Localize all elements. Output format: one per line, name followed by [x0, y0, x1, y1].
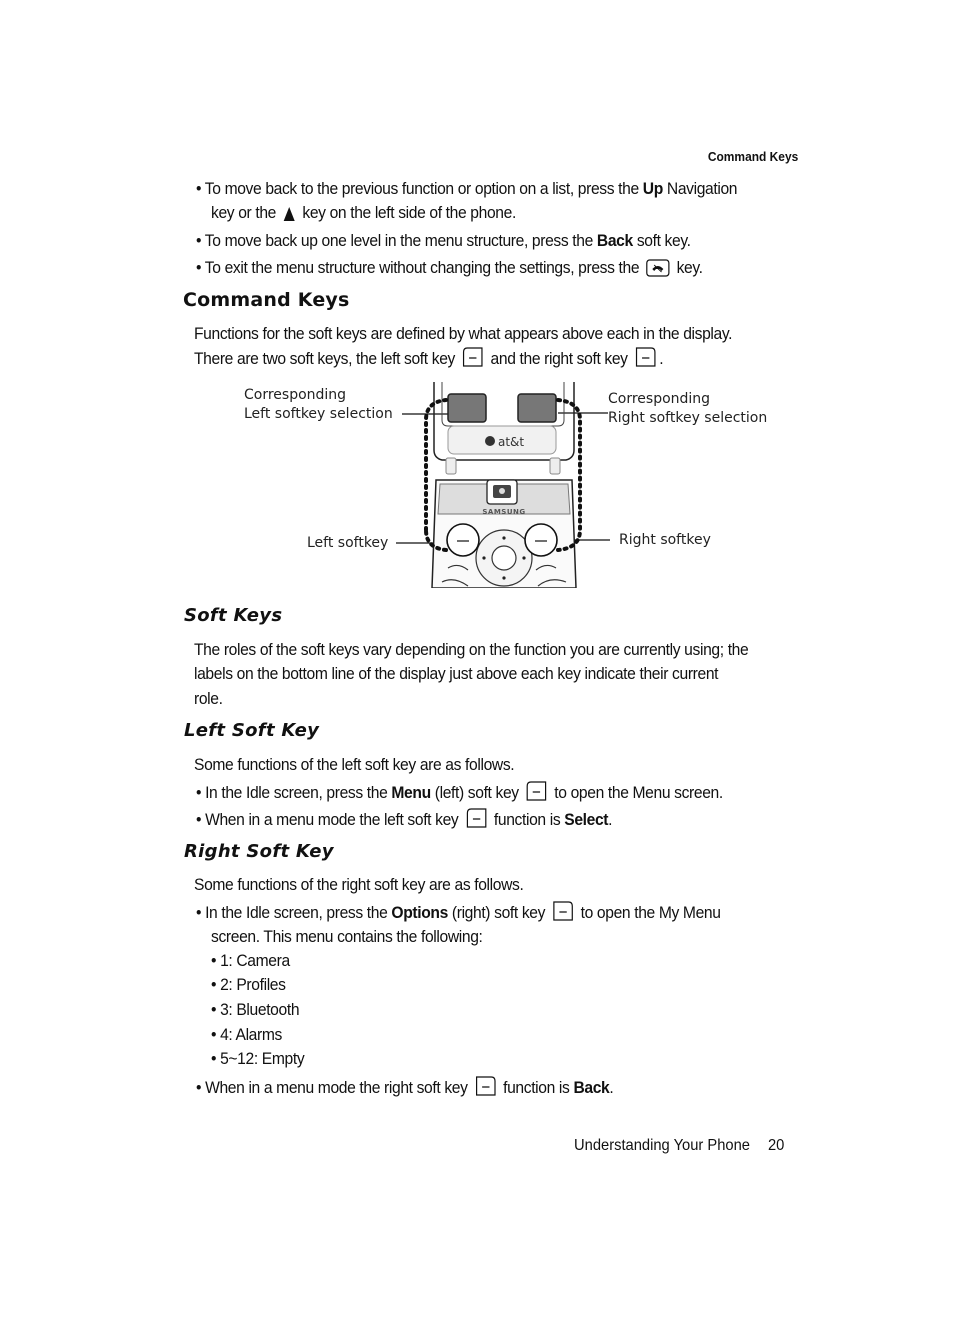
right-soft-key-bullet1-line2: screen. This menu contains the following: — [211, 927, 483, 946]
up-triangle-icon — [283, 205, 296, 229]
left-soft-key-bullet1: • In the Idle screen, press the Menu (left) soft key to open the Menu screen. — [196, 780, 723, 809]
command-keys-para-line1: Functions for the soft keys are defined by what appears above each in the display. — [194, 324, 733, 343]
right-soft-key-intro: Some functions of the right soft key are as follows. — [194, 875, 524, 894]
bullet-up-navigation: • To move back to the previous function or option on a list, press the Up Navigation — [196, 179, 738, 198]
end-call-key-icon — [646, 259, 670, 284]
phone-illustration — [390, 380, 620, 588]
subheading-left-soft-key: Left Soft Key — [184, 720, 320, 741]
right-soft-key-icon — [552, 900, 574, 929]
brand-logo: SAMSUNG — [482, 508, 526, 516]
list-item: • 3: Bluetooth — [211, 1000, 300, 1019]
bullet-up-navigation-line2: key or the key on the left side of the phone. — [211, 201, 516, 229]
left-soft-key-icon — [465, 807, 487, 836]
right-soft-key-icon — [474, 1075, 496, 1104]
soft-keys-line3: role. — [194, 689, 223, 708]
callout-left-softkey: Left softkey — [307, 535, 389, 551]
carrier-logo: at&t — [498, 435, 525, 449]
footer-section-title: Understanding Your Phone — [574, 1137, 750, 1154]
callout-right-softkey: Right softkey — [619, 532, 711, 548]
bullet-back: • To move back up one level in the menu structure, press the Back soft key. — [196, 231, 691, 250]
subheading-right-soft-key: Right Soft Key — [184, 841, 334, 862]
callout-right-selection: Corresponding Right softkey selection — [608, 391, 768, 426]
left-soft-key-icon — [462, 346, 484, 375]
left-soft-key-bullet2: • When in a menu mode the left soft key function is Select. — [196, 807, 612, 836]
right-soft-key-icon — [634, 346, 656, 375]
list-item: • 1: Camera — [211, 951, 290, 970]
bullet-end-key: • To exit the menu structure without changing the settings, press the key. — [196, 256, 703, 284]
right-soft-key-bullet2: • When in a menu mode the right soft key function is Back. — [196, 1075, 613, 1104]
section-heading-command-keys: Command Keys — [183, 289, 350, 311]
list-item: • 2: Profiles — [211, 975, 286, 994]
soft-keys-line2: labels on the bottom line of the display just above each key indicate their current — [194, 664, 719, 683]
left-soft-key-intro: Some functions of the left soft key are as follows. — [194, 755, 515, 774]
list-item: • 4: Alarms — [211, 1025, 282, 1044]
soft-keys-line1: The roles of the soft keys vary depending on the function you are currently using; the — [194, 640, 749, 659]
right-soft-key-bullet1: • In the Idle screen, press the Options (right) soft key to open the My Menu — [196, 900, 721, 929]
running-head: Command Keys — [707, 149, 798, 164]
page-number: 20 — [768, 1137, 785, 1154]
left-soft-key-icon — [525, 780, 547, 809]
command-keys-para-line2: There are two soft keys, the left soft key and the right soft key . — [194, 346, 663, 375]
callout-left-selection: Corresponding Left softkey selection — [244, 387, 393, 422]
list-item: • 5~12: Empty — [211, 1049, 305, 1068]
subheading-soft-keys: Soft Keys — [184, 605, 283, 626]
